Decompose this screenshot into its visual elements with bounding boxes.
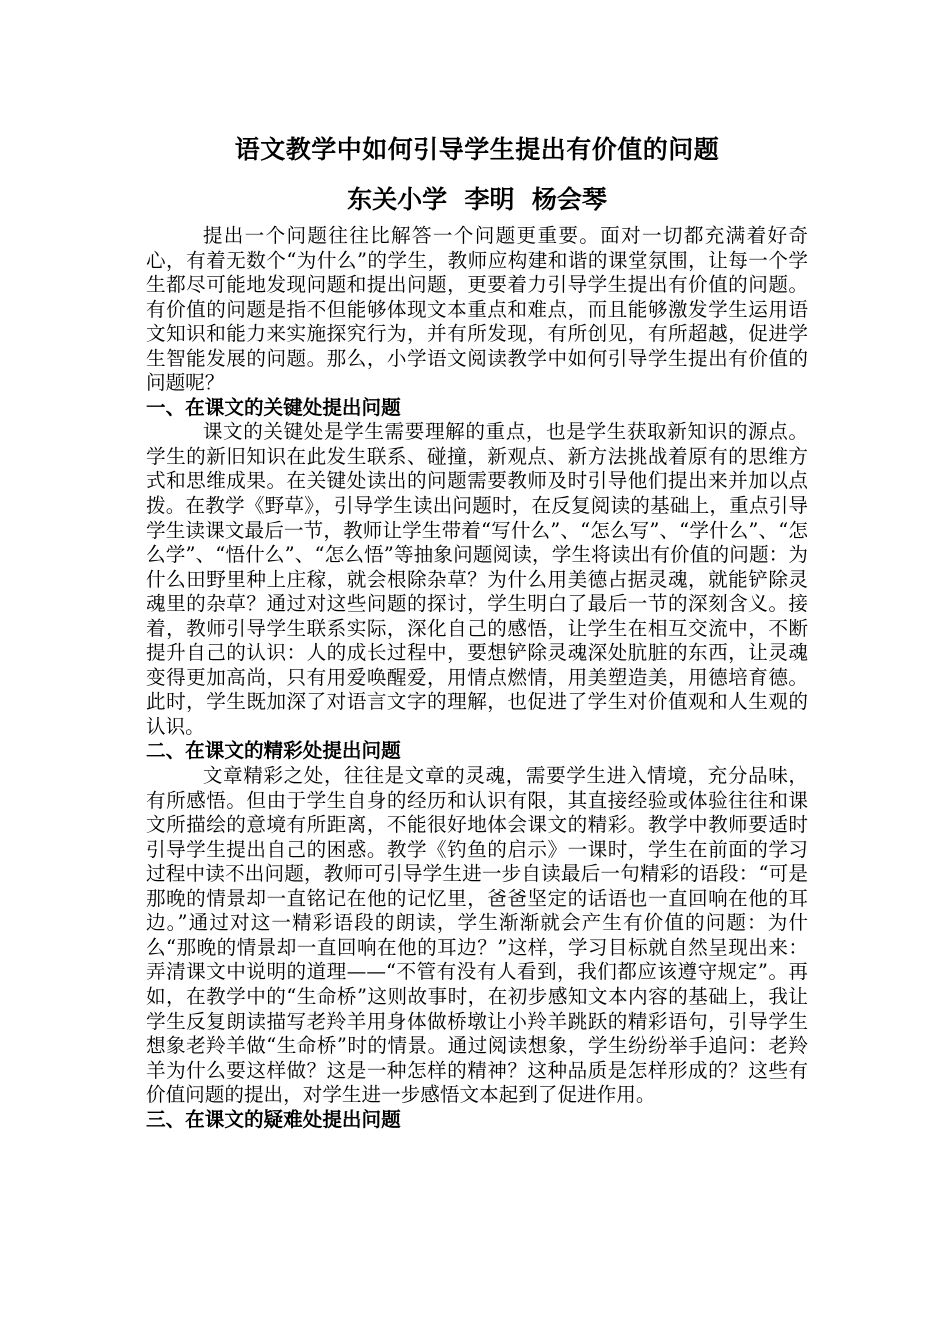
- intro-paragraph: 提出一个问题往往比解答一个问题更重要。面对一切都充满着好奇心，有着无数个“为什么”的学生，教师应构建和谐的课堂氛围，让每一个学生都尽可能地发现问题和提出问题，更要着力引导学生提出有价值的问题。有价值的问题是指不但能够体现文本重点和难点，而且能够激发学生运用语文知识和能力来实施探究行为，并有所发现，有所创见，有所超越，促进学生智能发展的问题。那么，小学语文阅读教学中如何引导学生提出有价值的问题呢？: [146, 224, 808, 395]
- document-page: [146, 126, 808, 1132]
- document-title: 语文教学中如何引导学生提出有价值的问题: [234, 135, 720, 164]
- section-body-1: 课文的关键处是学生需要理解的重点，也是学生获取新知识的源点。学生的新旧知识在此发生联系、碰撞，新观点、新方法挑战着原有的思维方式和思维成果。在关键处读出的问题需要教师及时引导他们提出来并加以点拨。在教学《野草》，引导学生读出问题时，在反复阅读的基础上，重点引导学生读课文最后一节，教师让学生带着“写什么”、“怎么写”、“学什么”、“怎么学”、“悟什么”、“怎么悟”等抽象问题阅读，学生将读出有价值的问题：为什么田野里种上庄稼，就会根除杂草？为什么用美德占据灵魂，就能铲除灵魂里的杂草？通过对这些问题的探讨，学生明白了最后一节的深刻含义。接着，教师引导学生联系实际，深化自己的感悟，让学生在相互交流中，不断提升自己的认识：人的成长过程中，要想铲除灵魂深处肮脏的东西，让灵魂变得更加高尚，只有用爱唤醒爱，用情点燃情，用美塑造美，用德培育德。此时，学生既加深了对语言文字的理解，也促进了学生对价值观和人生观的认识。: [146, 420, 808, 738]
- section-heading-1: 一、在课文的关键处提出问题: [146, 395, 401, 419]
- section-heading-2: 二、在课文的精彩处提出问题: [146, 739, 401, 763]
- section-heading-3: 三、在课文的疑难处提出问题: [146, 1107, 401, 1131]
- author-byline: 东关小学 李明 杨会琴: [347, 185, 607, 214]
- section-body-2: 文章精彩之处，往往是文章的灵魂，需要学生进入情境，充分品味，有所感悟。但由于学生自身的经历和认识有限，其直接经验或体验往往和课文所描绘的意境有所距离，不能很好地体会课文的精彩。教学中教师要适时引导学生提出自己的困惑。教学《钓鱼的启示》一课时，学生在前面的学习过程中读不出问题，教师可引导学生进一步自读最后一句精彩的语段：“可是那晚的情景却一直铭记在他的记忆里，爸爸坚定的话语也一直回响在他的耳边。”通过对这一精彩语段的朗读，学生渐渐就会产生有价值的问题：为什么“那晚的情景却一直回响在他的耳边？”这样，学习目标就自然呈现出来：弄清课文中说明的道理——“不管有没有人看到，我们都应该遵守规定”。再如，在教学中的“生命桥”这则故事时，在初步感知文本内容的基础上，我让学生反复朗读描写老羚羊用身体做桥墩让小羚羊跳跃的精彩语句，引导学生想象老羚羊做“生命桥”时的情景。通过阅读想象，学生纷纷举手追问：老羚羊为什么要这样做？这是一种怎样的精神？这种品质是怎样形成的？这些有价值问题的提出，对学生进一步感悟文本起到了促进作用。: [146, 764, 808, 1107]
